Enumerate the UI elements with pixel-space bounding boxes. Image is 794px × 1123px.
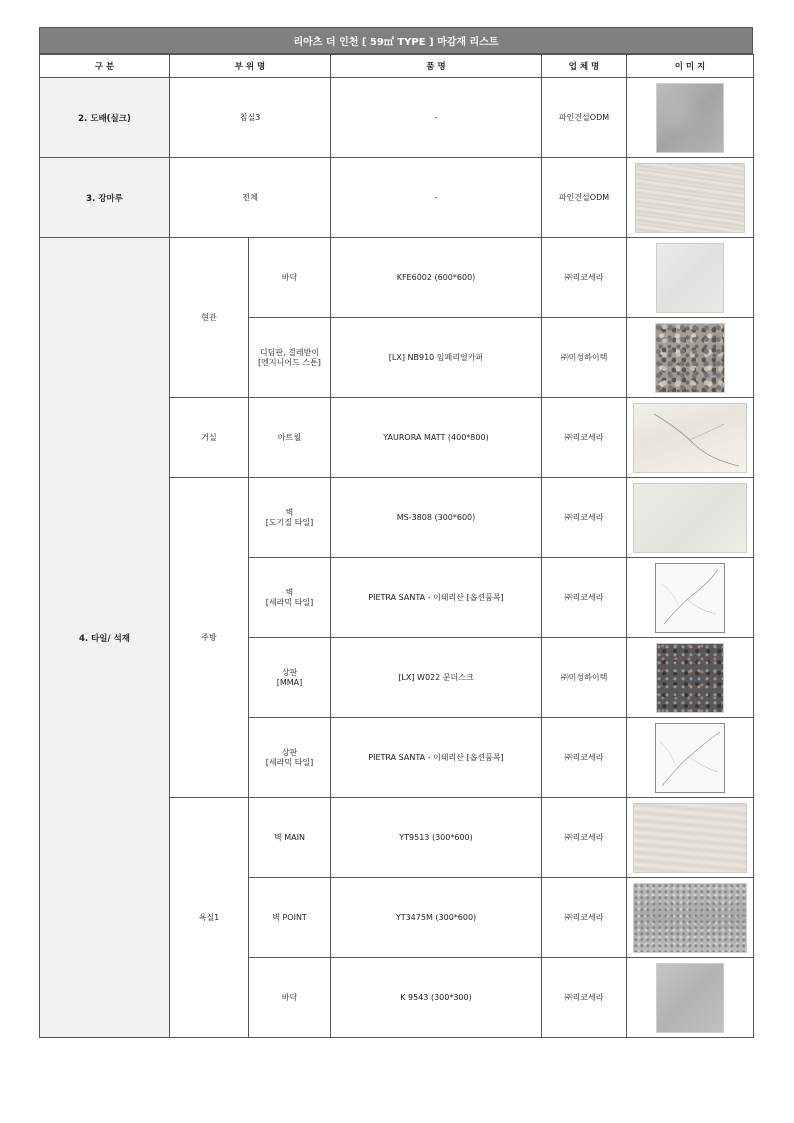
material-swatch-image [633, 883, 747, 953]
company-cell: ㈜리코세라 [542, 478, 627, 558]
company-cell: ㈜리코세라 [542, 238, 627, 318]
image-cell [627, 878, 754, 958]
product-cell: - [331, 78, 542, 158]
table-row [40, 158, 754, 238]
category-cell: 3. 강마루 [40, 158, 170, 238]
room-cell: 현관 [170, 238, 249, 398]
document-title: 리아츠 더 인천 [ 59㎡ TYPE ] 마감재 리스트 [39, 27, 753, 54]
company-cell: 파인건설ODM [542, 158, 627, 238]
material-swatch-image [656, 243, 724, 313]
table-row [40, 238, 754, 318]
company-cell: ㈜미성하이텍 [542, 318, 627, 398]
category-cell: 2. 도배(실크) [40, 78, 170, 158]
part-cell: 바닥 [249, 958, 331, 1038]
company-cell: ㈜리코세라 [542, 878, 627, 958]
image-cell [627, 718, 754, 798]
image-cell [627, 638, 754, 718]
image-cell [627, 798, 754, 878]
material-swatch-image [655, 563, 725, 633]
header-product: 품 명 [331, 55, 542, 78]
company-cell: ㈜리코세라 [542, 558, 627, 638]
company-cell: ㈜리코세라 [542, 398, 627, 478]
part-cell: 벽 POINT [249, 878, 331, 958]
image-cell [627, 558, 754, 638]
product-cell: KFE6002 (600*600) [331, 238, 542, 318]
material-swatch-image [633, 483, 747, 553]
part-cell: 상판 [MMA] [249, 638, 331, 718]
finish-list-sheet [39, 27, 753, 1038]
material-swatch-image [633, 803, 747, 873]
company-cell: ㈜미성하이텍 [542, 638, 627, 718]
part-cell: 상판 [세라믹 타일] [249, 718, 331, 798]
room-cell: 거실 [170, 398, 249, 478]
part-cell: 바닥 [249, 238, 331, 318]
material-swatch-image [655, 723, 725, 793]
image-cell [627, 398, 754, 478]
header-category: 구 분 [40, 55, 170, 78]
part-cell: 벽 [세라믹 타일] [249, 558, 331, 638]
image-cell [627, 318, 754, 398]
part-cell: 벽 MAIN [249, 798, 331, 878]
product-cell: YT3475M (300*600) [331, 878, 542, 958]
header-image: 이 미 지 [627, 55, 754, 78]
product-cell: PIETRA SANTA - 이태리산 [옵션품목] [331, 718, 542, 798]
part-cell: 아트월 [249, 398, 331, 478]
image-cell [627, 158, 754, 238]
product-cell: [LX] W022 문더스크 [331, 638, 542, 718]
material-swatch-image [656, 643, 724, 713]
material-swatch-image [656, 83, 724, 153]
material-swatch-image [635, 163, 745, 233]
product-cell: YAURORA MATT (400*800) [331, 398, 542, 478]
room-cell: 전체 [170, 158, 331, 238]
room-cell: 욕실1 [170, 798, 249, 1038]
company-cell: 파인건설ODM [542, 78, 627, 158]
image-cell [627, 958, 754, 1038]
header-row [40, 55, 754, 78]
product-cell: YT9513 (300*600) [331, 798, 542, 878]
company-cell: ㈜리코세라 [542, 958, 627, 1038]
part-cell: 디딤판, 걸레받이 [엔지니어드 스톤] [249, 318, 331, 398]
material-swatch-image [655, 323, 725, 393]
image-cell [627, 478, 754, 558]
room-cell: 침실3 [170, 78, 331, 158]
product-cell: K 9543 (300*300) [331, 958, 542, 1038]
product-cell: MS-3808 (300*600) [331, 478, 542, 558]
header-location: 부 위 명 [170, 55, 331, 78]
image-cell [627, 78, 754, 158]
material-swatch-image [656, 963, 724, 1033]
product-cell: PIETRA SANTA - 이태리산 [옵션품목] [331, 558, 542, 638]
product-cell: [LX] NB910 임페리얼카퍼 [331, 318, 542, 398]
header-company: 업 체 명 [542, 55, 627, 78]
category-cell: 4. 타일/ 석재 [40, 238, 170, 1038]
finish-list-table [39, 54, 754, 1038]
company-cell: ㈜리코세라 [542, 798, 627, 878]
product-cell: - [331, 158, 542, 238]
company-cell: ㈜리코세라 [542, 718, 627, 798]
room-cell: 주방 [170, 478, 249, 798]
image-cell [627, 238, 754, 318]
part-cell: 벽 [도기질 타일] [249, 478, 331, 558]
table-row [40, 78, 754, 158]
material-swatch-image [633, 403, 747, 473]
